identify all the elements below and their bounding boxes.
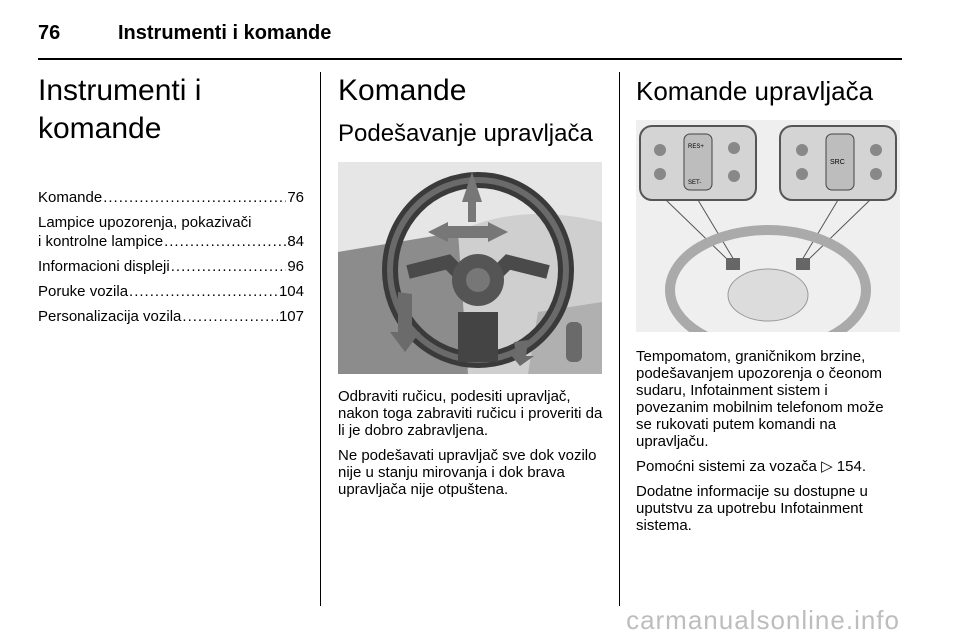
res-label: RES+ <box>688 144 704 150</box>
src-label: SRC <box>830 159 845 166</box>
toc-page: 104 <box>278 283 304 300</box>
toc-item-displeji[interactable] <box>38 257 304 276</box>
toc-item-komande[interactable] <box>38 188 304 207</box>
page-number: 76 <box>38 22 61 44</box>
toc-title: Komande <box>38 189 103 206</box>
reference-text: Pomoćni sistemi za vozača <box>636 458 817 475</box>
steering-controls-column <box>636 72 902 542</box>
chapter-column <box>38 72 304 332</box>
header-rule <box>38 58 902 60</box>
toc-title-line1: Lampice upozorenja, pokazivači <box>38 214 252 231</box>
toc-leader <box>182 307 278 326</box>
paragraph-with-reference <box>636 458 902 475</box>
table-of-contents <box>38 188 304 326</box>
section-heading: Komande upravljača <box>636 76 874 106</box>
toc-title: i kontrolne lampice <box>38 233 164 250</box>
toc-page: 76 <box>287 189 304 206</box>
toc-title: Poruke vozila <box>38 283 129 300</box>
toc-leader <box>164 232 286 251</box>
toc-item-lampice[interactable] <box>38 213 304 251</box>
page-header <box>38 22 902 58</box>
column-divider-2 <box>619 72 620 606</box>
toc-item-personalizacija[interactable] <box>38 307 304 326</box>
paragraph: Odbraviti ručicu, podesiti upravljač, nakon toga zabraviti ručicu i proveriti da li je dobro zabravljena. <box>338 388 603 439</box>
toc-item-poruke[interactable] <box>38 282 304 301</box>
toc-leader <box>129 282 278 301</box>
paragraph: Tempomatom, graničnikom brzine, podešavanjem upozorenja o čeonom sudaru, Infotainment sistem i povezanim mobilnim telefonom može se rukovati putem komandi na upravljaču. <box>636 348 884 450</box>
page-reference-arrow-icon: ▷ <box>821 458 833 475</box>
toc-page: 96 <box>287 258 304 275</box>
toc-title: Personalizacija vozila <box>38 308 182 325</box>
watermark: carmanualsonline.info <box>626 605 900 635</box>
toc-page: 107 <box>278 308 304 325</box>
column-divider-1 <box>320 72 321 606</box>
subsection-heading: Podešavanje upravljača <box>338 120 593 147</box>
toc-title: Informacioni displeji <box>38 258 170 275</box>
steering-adjustment-illustration <box>338 162 602 374</box>
paragraph: Ne podešavati upravljač sve dok vozilo nije u stanju mirovanja i dok brava upravljača nije otpuštena. <box>338 447 597 498</box>
chapter-heading: Instrumenti i komande <box>38 74 202 145</box>
paragraph: Dodatne informacije su dostupne u uputstvu za upotrebu Infotainment sistema. <box>636 483 868 534</box>
toc-page: 84 <box>287 233 304 250</box>
steering-wheel-controls-illustration <box>636 120 900 332</box>
toc-leader <box>171 257 287 276</box>
reference-page[interactable]: 154. <box>836 458 866 475</box>
set-label: SET- <box>688 180 702 186</box>
toc-leader <box>103 188 286 207</box>
running-title: Instrumenti i komande <box>118 22 332 44</box>
controls-column <box>338 72 604 506</box>
section-heading: Komande <box>338 74 467 107</box>
